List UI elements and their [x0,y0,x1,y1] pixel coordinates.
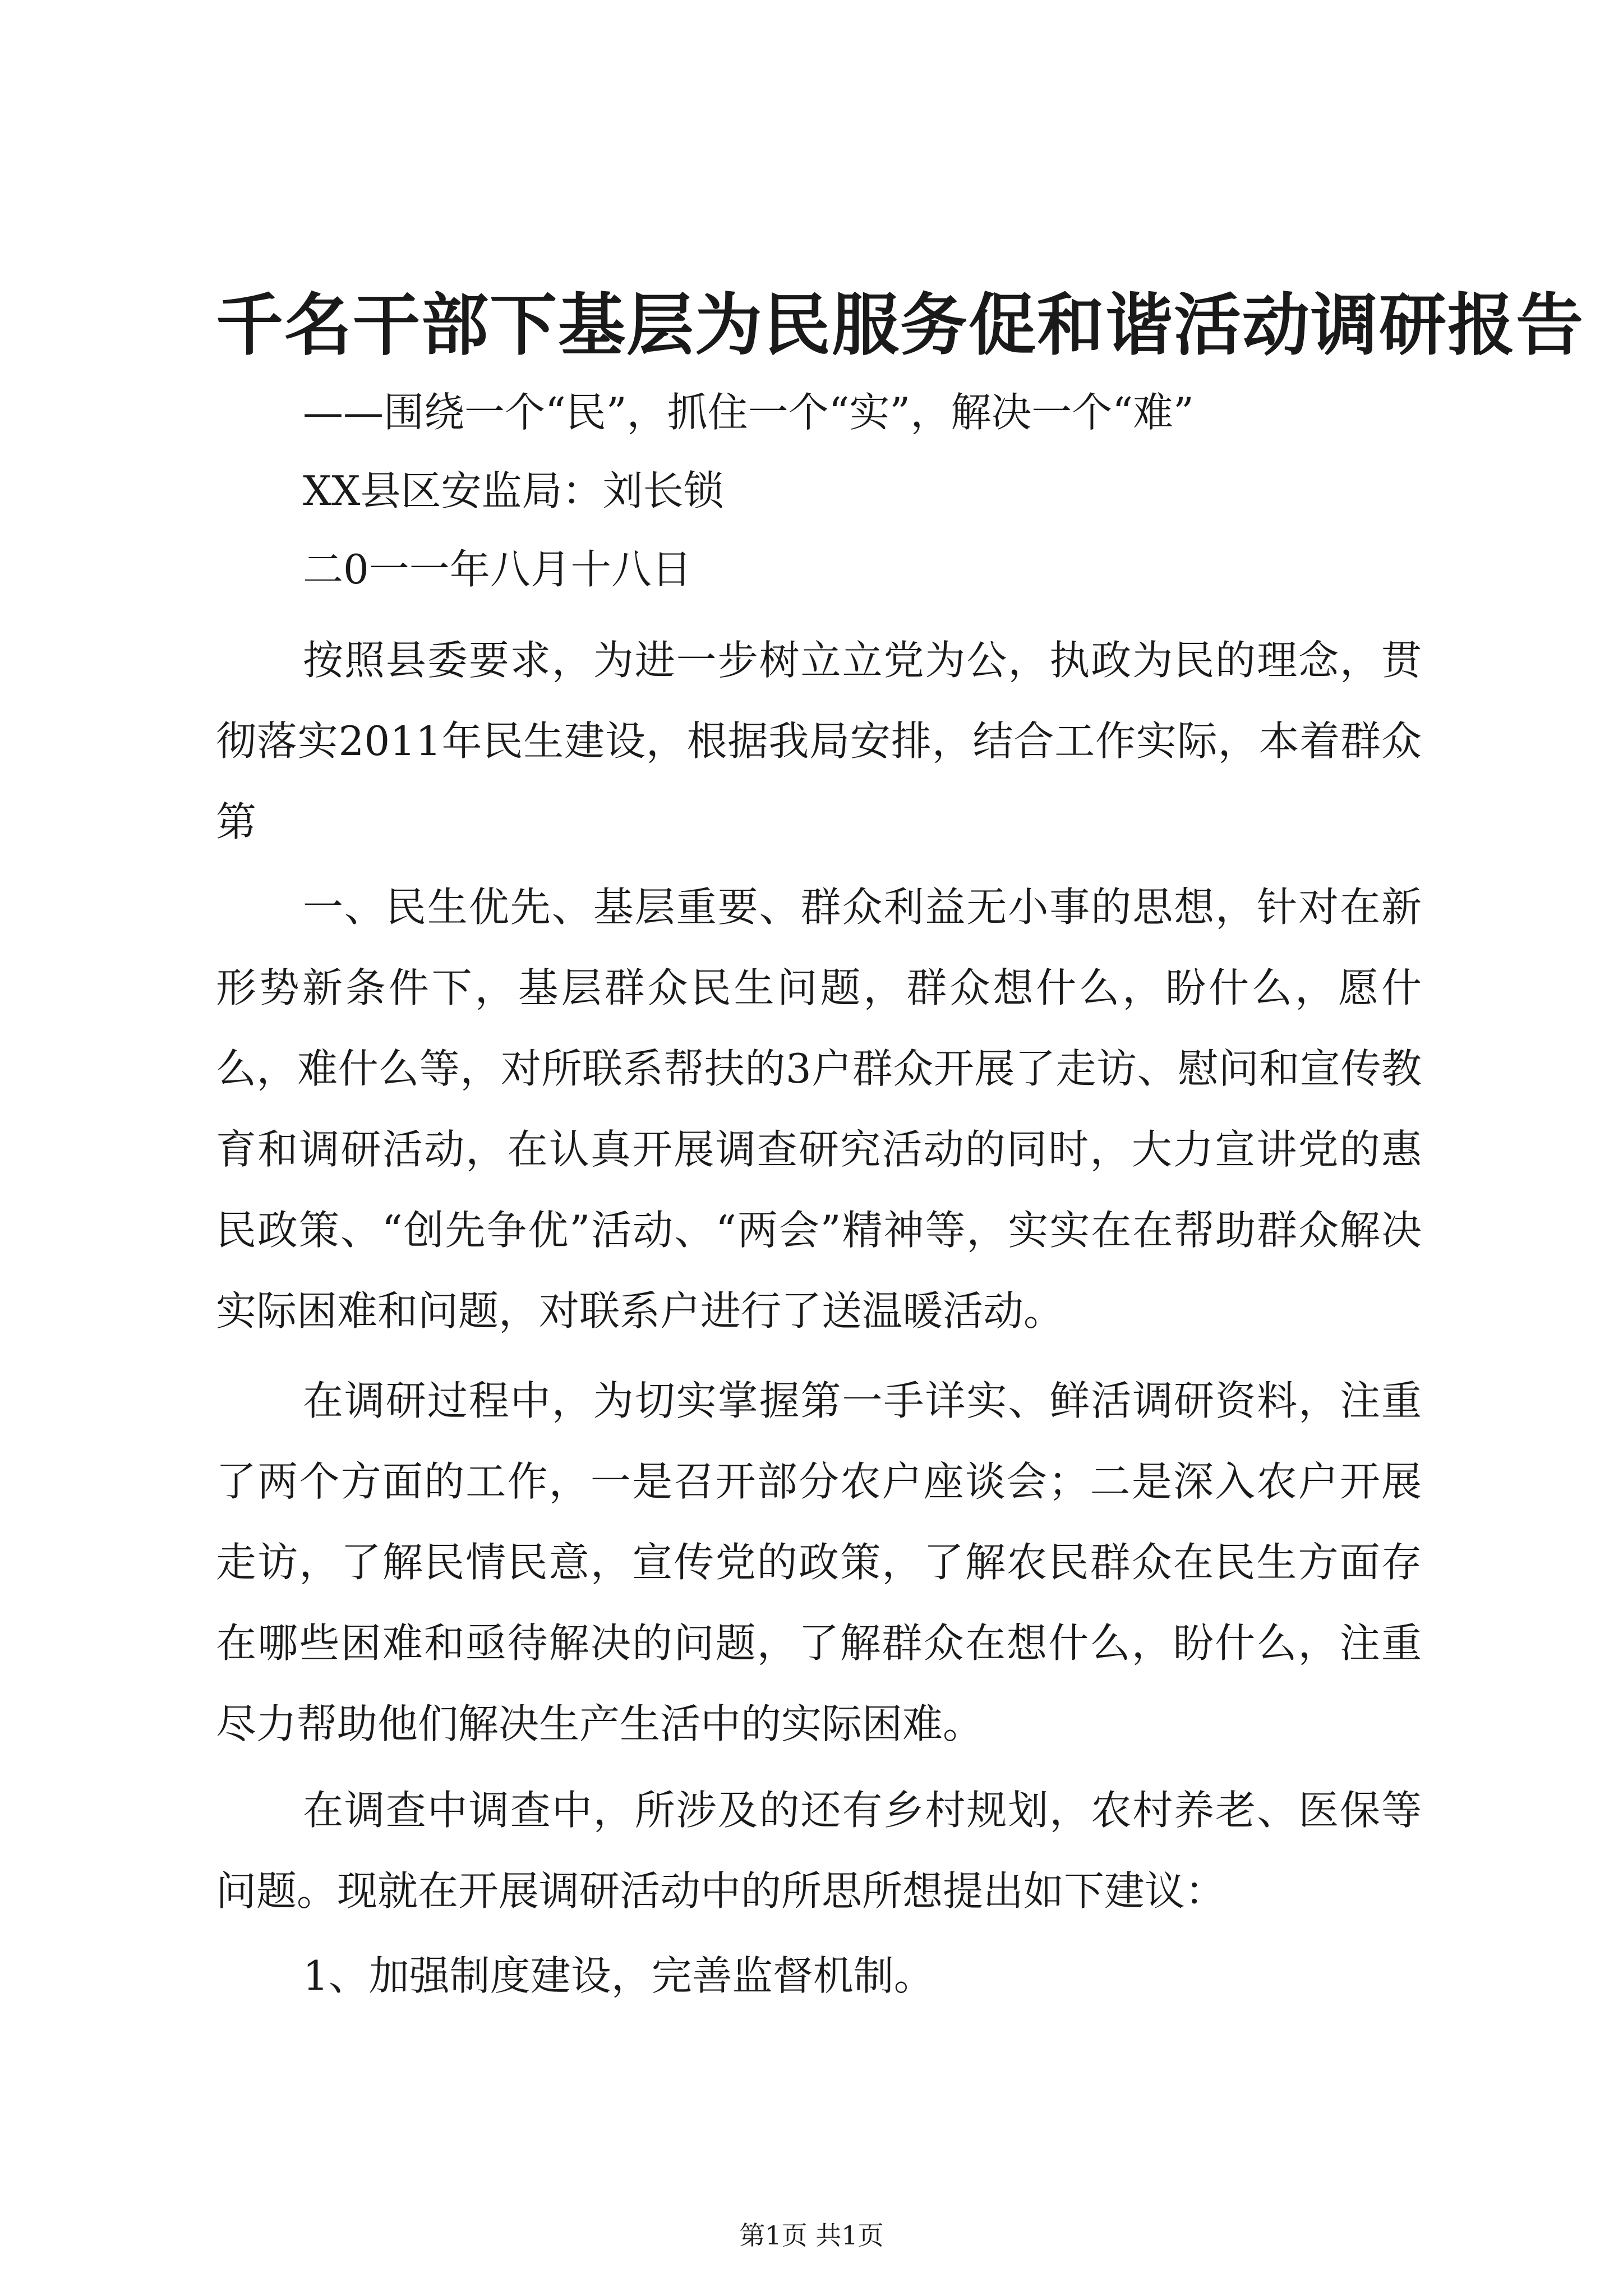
paragraph-issues: 在调查中调查中，所涉及的还有乡村规划，农村养老、医保等问题。现就在开展调研活动中的所思所想提出如下建议： [216,1787,1422,1915]
date-line: 二0一一年八月十八日 [303,546,692,593]
paragraph-suggestion-one: 1、加强制度建设，完善监督机制。 [303,1952,934,1999]
paragraph-section-one: 一、民生优先、基层重要、群众利益无小事的思想，针对在新形势新条件下，基层群众民生问题，群众想什么，盼什么，愿什么，难什么等，对所联系帮扶的3户群众开展了走访、慰问和宣传教育和调研活动，在认真开展调查研究活动的同时，大力宣讲党的惠民政策、“创先争优”活动、“两会”精神等，实实在在帮助群众解决实际困难和问题，对联系户进行了送温暖活动。 [216,884,1422,1335]
page-number-footer: 第1页 共1页 [739,2220,884,2251]
document-subtitle: ——围绕一个“民”，抓住一个“实”，解决一个“难” [303,389,1194,436]
author-line: XX县区安监局：刘长锁 [303,467,724,514]
paragraph-research-process: 在调研过程中，为切实掌握第一手详实、鲜活调研资料，注重了两个方面的工作，一是召开部分农户座谈会；二是深入农户开展走访，了解民情民意，宣传党的政策，了解农民群众在民生方面存在哪些困难和亟待解决的问题，了解群众在想什么，盼什么，注重尽力帮助他们解决生产生活中的实际困难。 [216,1377,1422,1747]
document-title: 千名干部下基层为民服务促和谐活动调研报告 [216,286,1584,365]
paragraph-intro: 按照县委要求，为进一步树立立党为公，执政为民的理念，贯彻落实2011年民生建设，根据我局安排，结合工作实际，本着群众第 [216,637,1422,845]
